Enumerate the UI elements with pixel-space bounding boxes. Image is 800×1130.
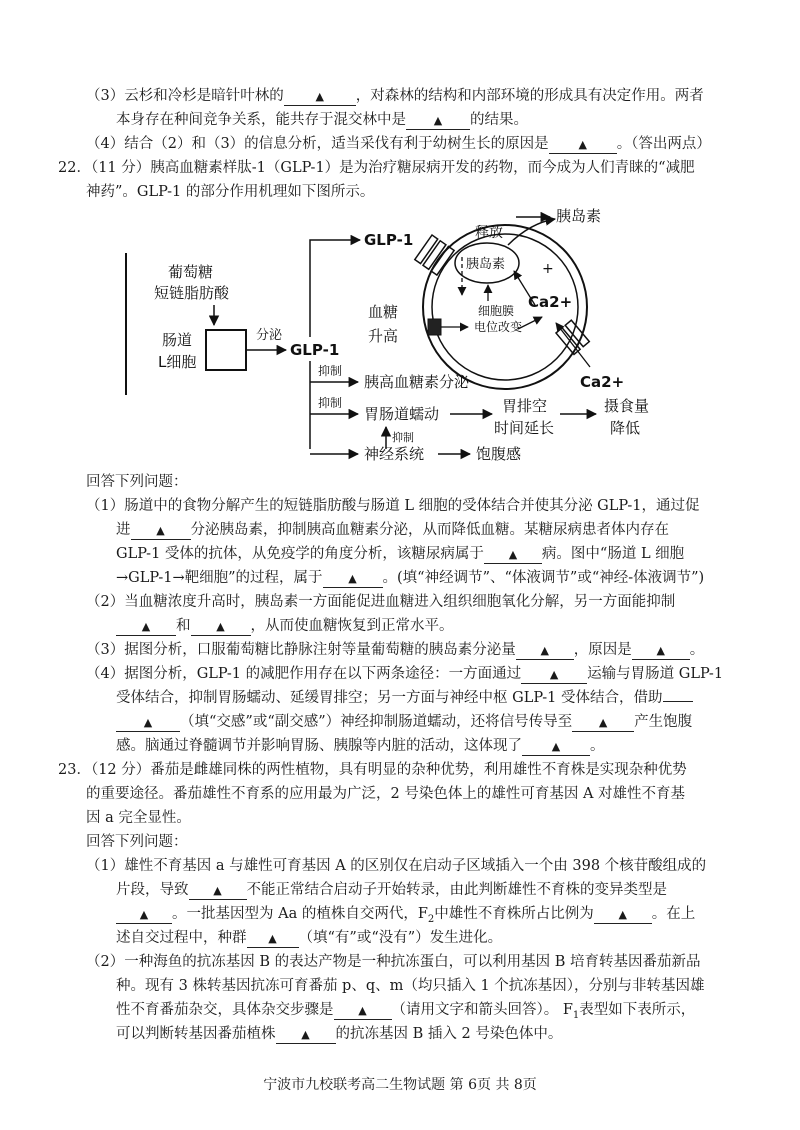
label-insulin-in: 胰岛素 <box>466 257 506 272</box>
answer-blank[interactable]: ▲ <box>549 136 617 154</box>
answer-blank[interactable]: ▲ <box>189 882 247 900</box>
label-gut-1: 肠道 <box>162 331 193 349</box>
glp1-mechanism-diagram <box>110 205 670 467</box>
q23-part1-line1: （1）雄性不育基因 a 与雄性可育基因 A 的区别仅在启动子区域插入一个由 398 个核苷酸组成的 <box>86 858 707 874</box>
label-blood-sugar-2: 升高 <box>368 327 399 345</box>
q23-heading-line2: 的重要途径。番茄雄性不育系的应用最为广泛，2 号染色体上的雄性可育基因 A 对雄性不育基 <box>86 786 686 802</box>
label-satiety: 饱腹感 <box>476 445 522 463</box>
q22-part2-line1: （2）当血糖浓度升高时，胰岛素一方面能促进血糖进入组织细胞氧化分解，另一方面能抑制 <box>86 594 676 610</box>
q23-part1-line3: ▲ 。一批基因型为 Aa 的植株自交两代，$F_2$中雄性不育株所占比例为 ▲ 。在上 <box>116 904 695 930</box>
label-scfa: 短链脂肪酸 <box>154 284 230 302</box>
q23-heading-line3: 因 a 完全显性。 <box>86 810 191 826</box>
label-inhibit-3: 抑制 <box>392 431 414 444</box>
q22-part4-line1: （4）据图分析，GLP-1 的减肥作用存在以下两条途径：一方面通过 ▲ 运输与胃肠道 GLP-1 <box>86 666 724 682</box>
label-intake-1: 摄食量 <box>604 397 650 415</box>
answer-blank[interactable]: ▲ <box>323 570 383 588</box>
answer-blank[interactable]: ▲ <box>284 88 356 106</box>
arrow-to-glp1-top <box>310 240 360 337</box>
q22-part1-line3: GLP-1 受体的抗体，从免疫学的角度分析，该糖尿病属于 ▲ 病。图中“肠道 L 细胞 <box>116 546 685 562</box>
label-glp1-center: GLP-1 <box>290 341 340 359</box>
q22-part1-line2: 进 ▲ 分泌胰岛素，抑制胰高血糖素分泌，从而降低血糖。某糖尿病患者体内存在 <box>116 522 669 538</box>
q22-part4-line4: 感。脑通过脊髓调节并影响胃肠、胰腺等内脏的活动，这体现了 ▲ 。 <box>116 738 605 754</box>
answer-blank[interactable]: ▲ <box>247 930 299 948</box>
q22-part2-line2: ▲ 和 ▲ ，从而使血糖恢复到正常水平。 <box>116 616 454 636</box>
q22-part3: （3）据图分析，口服葡萄糖比静脉注射等量葡萄糖的胰岛素分泌量 ▲ ，原因是 ▲ 。 <box>86 642 705 658</box>
label-glucose: 葡萄糖 <box>168 263 214 281</box>
answer-blank[interactable]: ▲ <box>516 642 574 660</box>
arrow-release <box>508 219 555 245</box>
l-cell-box <box>206 330 246 370</box>
q23-part2-line4: 可以判断转基因番茄植株 ▲ 的抗冻基因 B 插入 2 号染色体中。 <box>116 1026 563 1042</box>
label-gut-2: L细胞 <box>158 353 197 371</box>
page-footer: 宁波市九校联考高二生物试题 第 6页 共 8页 <box>263 1077 537 1093</box>
label-glp1-top: GLP-1 <box>364 231 414 249</box>
answer-blank[interactable]: ▲ <box>572 714 634 732</box>
label-membrane-1: 细胞膜 <box>478 304 515 318</box>
label-empty-2: 时间延长 <box>494 419 555 437</box>
label-nervous: 神经系统 <box>364 445 425 463</box>
q22-part1-line1: （1）肠道中的食物分解产生的短链脂肪酸与肠道 L 细胞的受体结合并使其分泌 GLP-1，通过促 <box>86 498 700 514</box>
answer-blank[interactable]: ▲ <box>116 618 176 636</box>
q22-heading-line1: 22．（11 分）胰高血糖素样肽-1（GLP-1）是为治疗糖尿病开发的药物，而今成为人们青睐的“减肥 <box>58 160 695 176</box>
answer-blank[interactable]: ▲ <box>116 906 172 924</box>
label-insulin-out: 胰岛素 <box>556 207 602 225</box>
q22-answer-intro: 回答下列问题： <box>86 474 188 490</box>
answer-blank[interactable]: ▲ <box>131 522 191 540</box>
q23-answer-intro: 回答下列问题： <box>86 834 188 850</box>
q21-part3-line2: 本身存在种间竞争关系，能共存于混交林中是 ▲ 的结果。 <box>116 112 528 128</box>
q23-part2-line3: 性不育番茄杂交，具体杂交步骤是 ▲ （请用文字和箭头回答）。 $F_1$表型如下表所示， <box>116 1002 696 1021</box>
answer-blank[interactable]: ▲ <box>594 906 652 924</box>
q21-part3-line1: （3）云杉和冷杉是暗针叶林的 ▲ ，对森林的结构和内部环境的形成具有决定作用。两者 <box>86 88 704 104</box>
answer-blank[interactable]: ▲ <box>406 112 470 130</box>
answer-blank[interactable]: ▲ <box>334 1002 392 1020</box>
label-release: 释放 <box>475 225 503 241</box>
answer-blank[interactable]: ▲ <box>276 1026 336 1044</box>
answer-blank[interactable]: ▲ <box>191 618 251 636</box>
glucose-transporter <box>428 319 441 335</box>
q22-part4-line3: ▲ （填“交感”或“副交感”）神经抑制肠道蠕动，还将信号传导至 ▲ 产生饱腹 <box>116 712 692 732</box>
q22-part4-line2: 受体结合，抑制胃肠蠕动、延缓胃排空；另一方面与神经中枢 GLP-1 受体结合，借助 <box>116 688 693 708</box>
answer-blank[interactable]: ▲ <box>522 738 590 756</box>
answer-blank[interactable]: ▲ <box>484 546 542 564</box>
label-inhibit-2: 抑制 <box>318 396 343 410</box>
label-membrane-2: 电位改变 <box>474 320 523 334</box>
label-plus: + <box>542 261 554 277</box>
label-ca-outside: Ca2+ <box>580 373 625 391</box>
glp1-receptor <box>415 235 454 275</box>
answer-blank[interactable]: ▲ <box>521 666 587 684</box>
label-empty-1: 胃排空 <box>502 397 548 415</box>
q23-part1-line4: 述自交过程中，种群 ▲ （填“有”或“没有”）发生进化。 <box>116 930 503 946</box>
label-inhibit-1: 抑制 <box>318 364 343 378</box>
label-intake-2: 降低 <box>610 419 641 437</box>
label-ca-inside: Ca2+ <box>528 293 573 311</box>
q22-part1-line4: →GLP-1→靶细胞”的过程，属于 ▲ 。(填“神经调节”、“体液调节”或“神经-体液调节”) <box>116 570 705 586</box>
label-secrete: 分泌 <box>256 328 283 343</box>
label-gut-motility: 胃肠道蠕动 <box>364 405 440 423</box>
q21-part4: （4）结合（2）和（3）的信息分析，适当采伐有利于幼树生长的原因是 ▲ 。（答出两点） <box>86 136 711 152</box>
q23-part2-line2: 种。现有 3 株转基因抗冻可育番茄 p、q、m（均只插入 1 个抗冻基因），分别与非转基因雄 <box>116 978 705 994</box>
q23-part1-line2: 片段，导致 ▲ 不能正常结合启动子开始转录，由此判断雄性不育株的变异类型是 <box>116 882 667 898</box>
q23-part2-line1: （2）一种海鱼的抗冻基因 B 的表达产物是一种抗冻蛋白，可以利用基因 B 培育转基因番茄新品 <box>86 954 701 970</box>
answer-blank[interactable]: ▲ <box>632 642 690 660</box>
answer-blank[interactable]: ▲ <box>116 714 180 732</box>
q22-heading-line2: 神药”。GLP-1 的部分作用机理如下图所示。 <box>86 184 375 200</box>
label-blood-sugar-1: 血糖 <box>368 303 399 321</box>
answer-blank-start[interactable] <box>663 701 693 702</box>
q23-heading-line1: 23．（12 分）番茄是雌雄同株的两性植物，具有明显的杂种优势，利用雄性不育株是实现杂种优势 <box>58 762 687 778</box>
label-glucagon: 胰高血糖素分泌 <box>364 373 470 391</box>
